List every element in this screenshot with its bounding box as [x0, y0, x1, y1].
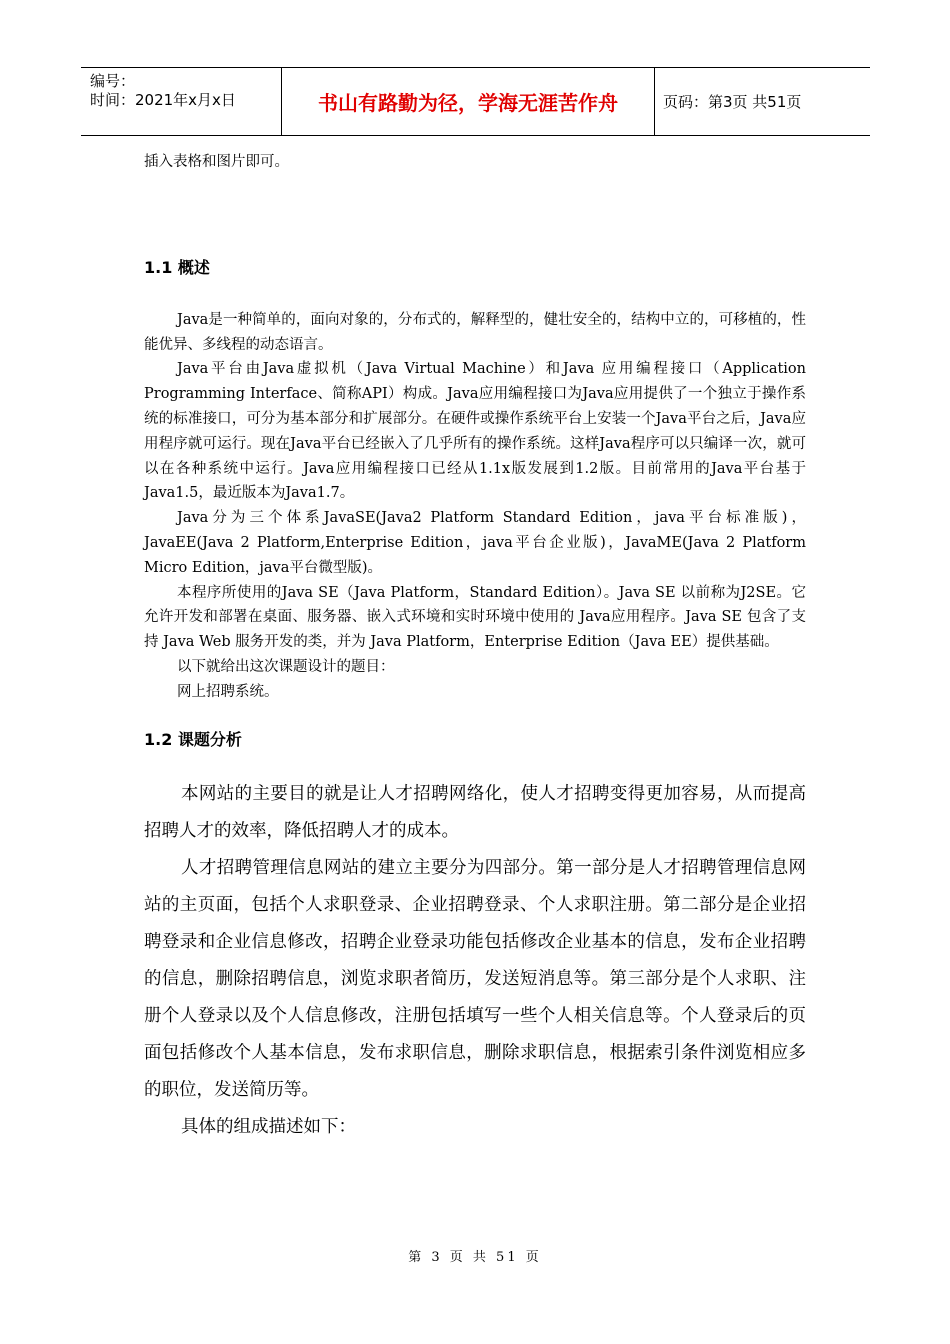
page-footer: 第 3 页 共 51 页 [408, 1250, 542, 1265]
paragraph: 具体的组成描述如下： [181, 1116, 356, 1137]
section-1-1-title: 1.1 概述 [144, 257, 210, 277]
paragraph: 网上招聘系统。 [177, 683, 279, 700]
intro-line: 插入表格和图片即可。 [144, 154, 289, 170]
paragraph: 本程序所使用的Java SE（Java Platform，Standard Edition）。Java SE 以前称为J2SE。它允许开发和部署在桌面、服务器、嵌入式环境和实时环境中使用的 Java应用程序。Java SE 包含了支持 Java Web 服务开发的类，并为 Java Platform，Enterprise Edition（Java EE）提供基础。 [144, 584, 806, 651]
document-number-label: 编号： [90, 72, 136, 90]
header-slogan: 书山有路勤为径，学海无涯苦作舟 [282, 68, 655, 135]
paragraph: 以下就给出这次课题设计的题目： [177, 658, 395, 675]
header-page-info: 页码：第3页 共51页 [663, 93, 802, 111]
paragraph: 人才招聘管理信息网站的建立主要分为四部分。第一部分是人才招聘管理信息网站的主页面，包括个人求职登录、企业招聘登录、个人求职注册。第二部分是企业招聘登录和企业信息修改，招聘企业登录功能包括修改企业基本的信息，发布企业招聘的信息，删除招聘信息，浏览求职者简历，发送短消息等。第三部分是个人求职、注册个人登录以及个人信息修改，注册包括填写一些个人相关信息等。个人登录后的页面包括修改个人基本信息，发布求职信息，删除求职信息，根据索引条件浏览相应多的职位，发送简历等。 [144, 857, 806, 1100]
section-1-1-body [144, 308, 806, 705]
page-header [81, 67, 870, 136]
paragraph: Java是一种简单的，面向对象的，分布式的，解释型的，健壮安全的，结构中立的，可移植的，性能优异、多线程的动态语言。 [144, 311, 806, 353]
section-1-2-title: 1.2 课题分析 [144, 729, 242, 749]
paragraph: 本网站的主要目的就是让人才招聘网络化，使人才招聘变得更加容易，从而提高招聘人才的效率，降低招聘人才的成本。 [144, 783, 806, 841]
paragraph: Java分为三个体系JavaSE(Java2 Platform Standard Edition，java平台标准版)，JavaEE(Java 2 Platform,Enterprise Edition，java平台企业版)，JavaME(Java 2 Platform Micro Edition，java平台微型版)。 [144, 510, 806, 576]
section-1-2-body [144, 776, 806, 1146]
paragraph: Java平台由Java虚拟机（Java Virtual Machine）和Java 应用编程接口（Application Programming Interface、简称API）构成。Java应用编程接口为Java应用提供了一个独立于操作系统的标准接口，可分为基本部分和扩展部分。在硬件或操作系统平台上安装一个Java平台之后，Java应用程序就可运行。现在Java平台已经嵌入了几乎所有的操作系统。这样Java程序可以只编译一次，就可以在各种系统中运行。Java应用编程接口已经从1.1x版发展到1.2版。目前常用的Java平台基于Java1.5，最近版本为Java1.7。 [144, 361, 806, 502]
header-meta [81, 68, 282, 135]
document-body [144, 150, 806, 1146]
document-time-label: 时间：2021年x月x日 [90, 91, 236, 109]
